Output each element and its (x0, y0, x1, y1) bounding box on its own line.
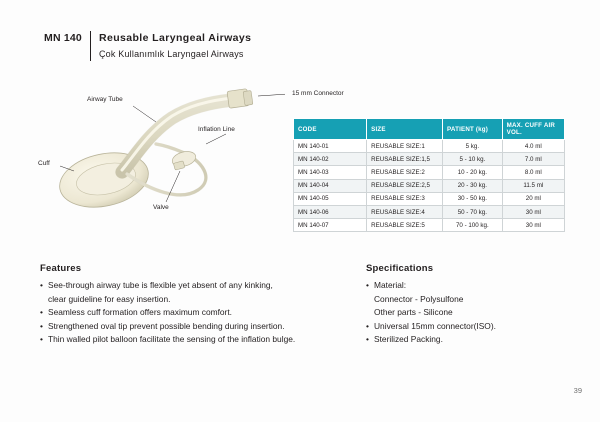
table-row (294, 166, 565, 179)
cell-patient: 30 - 50 kg. (443, 192, 503, 205)
cell-code: MN 140-05 (294, 192, 367, 205)
label-valve: Valve (153, 204, 169, 211)
table-header-patient: PATIENT (kg) (443, 119, 503, 140)
cell-size: REUSABLE SIZE:5 (367, 219, 443, 232)
table-row (294, 219, 565, 232)
cell-cuff: 4.0 ml (502, 140, 564, 153)
label-inflation-line: Inflation Line (198, 126, 235, 133)
cell-patient: 50 - 70 kg. (443, 205, 503, 218)
cell-patient: 5 - 10 kg. (443, 153, 503, 166)
page-header (44, 31, 251, 61)
cell-patient: 10 - 20 kg. (443, 166, 503, 179)
table-row (294, 179, 565, 192)
table-header-cuff: MAX. CUFF AIR VOL. (502, 119, 564, 140)
specification-item: • Universal 15mm connector(ISO). (366, 320, 576, 334)
table-row (294, 205, 565, 218)
cell-size: REUSABLE SIZE:2 (367, 166, 443, 179)
cell-code: MN 140-04 (294, 179, 367, 192)
table-row (294, 192, 565, 205)
cell-cuff: 30 ml (502, 205, 564, 218)
table-header-row (294, 119, 565, 140)
cell-size: REUSABLE SIZE:1,5 (367, 153, 443, 166)
cell-patient: 5 kg. (443, 140, 503, 153)
cell-patient: 20 - 30 kg. (443, 179, 503, 192)
specifications-section (366, 263, 576, 347)
cell-code: MN 140-06 (294, 205, 367, 218)
cell-cuff: 7.0 ml (502, 153, 564, 166)
feature-item: • Strengthened oval tip prevent possible bending during insertion. (40, 320, 360, 334)
features-list (40, 279, 360, 347)
page-title: Reusable Laryngeal Airways (98, 32, 252, 44)
table-row (294, 153, 565, 166)
cell-code: MN 140-01 (294, 140, 367, 153)
label-airway-tube: Airway Tube (87, 96, 123, 103)
page-number: 39 (573, 386, 582, 395)
cell-patient: 70 - 100 kg. (443, 219, 503, 232)
specification-material-line: Other parts - Silicone (374, 307, 453, 318)
cell-code: MN 140-07 (294, 219, 367, 232)
cell-size: REUSABLE SIZE:3 (367, 192, 443, 205)
feature-item: • Seamless cuff formation offers maximum comfort. (40, 306, 360, 320)
feature-item-continuation: clear guideline for easy insertion. (48, 293, 171, 304)
cell-code: MN 140-03 (294, 166, 367, 179)
table-header-size: SIZE (367, 119, 443, 140)
product-table (293, 118, 565, 232)
page-subtitle: Çok Kullanımlık Laryngael Airways (98, 49, 244, 59)
cell-size: REUSABLE SIZE:2,5 (367, 179, 443, 192)
features-section (40, 263, 360, 347)
feature-item: • Thin walled pilot balloon facilitate the sensing of the inflation bulge. (40, 333, 360, 347)
header-titles (99, 31, 251, 61)
product-code: MN 140 (44, 32, 82, 44)
table-row (294, 140, 565, 153)
specification-item: • Material: (366, 279, 576, 293)
specification-item: • Sterilized Packing. (366, 333, 576, 347)
table-header-code: CODE (294, 119, 367, 140)
specifications-list (366, 279, 576, 347)
label-cuff: Cuff (38, 160, 50, 167)
cell-cuff: 8.0 ml (502, 166, 564, 179)
cell-cuff: 30 ml (502, 219, 564, 232)
features-title: Features (40, 263, 82, 274)
label-connector: 15 mm Connector (292, 90, 344, 97)
cell-size: REUSABLE SIZE:1 (367, 140, 443, 153)
header-divider (90, 31, 91, 61)
feature-item: • See-through airway tube is flexible yet absent of any kinking, (40, 279, 360, 293)
cell-cuff: 11.5 ml (502, 179, 564, 192)
specifications-title: Specifications (366, 263, 434, 274)
cell-code: MN 140-02 (294, 153, 367, 166)
cell-size: REUSABLE SIZE:4 (367, 205, 443, 218)
cell-cuff: 20 ml (502, 192, 564, 205)
specification-material-line: Connector - Polysulfone (374, 293, 464, 304)
